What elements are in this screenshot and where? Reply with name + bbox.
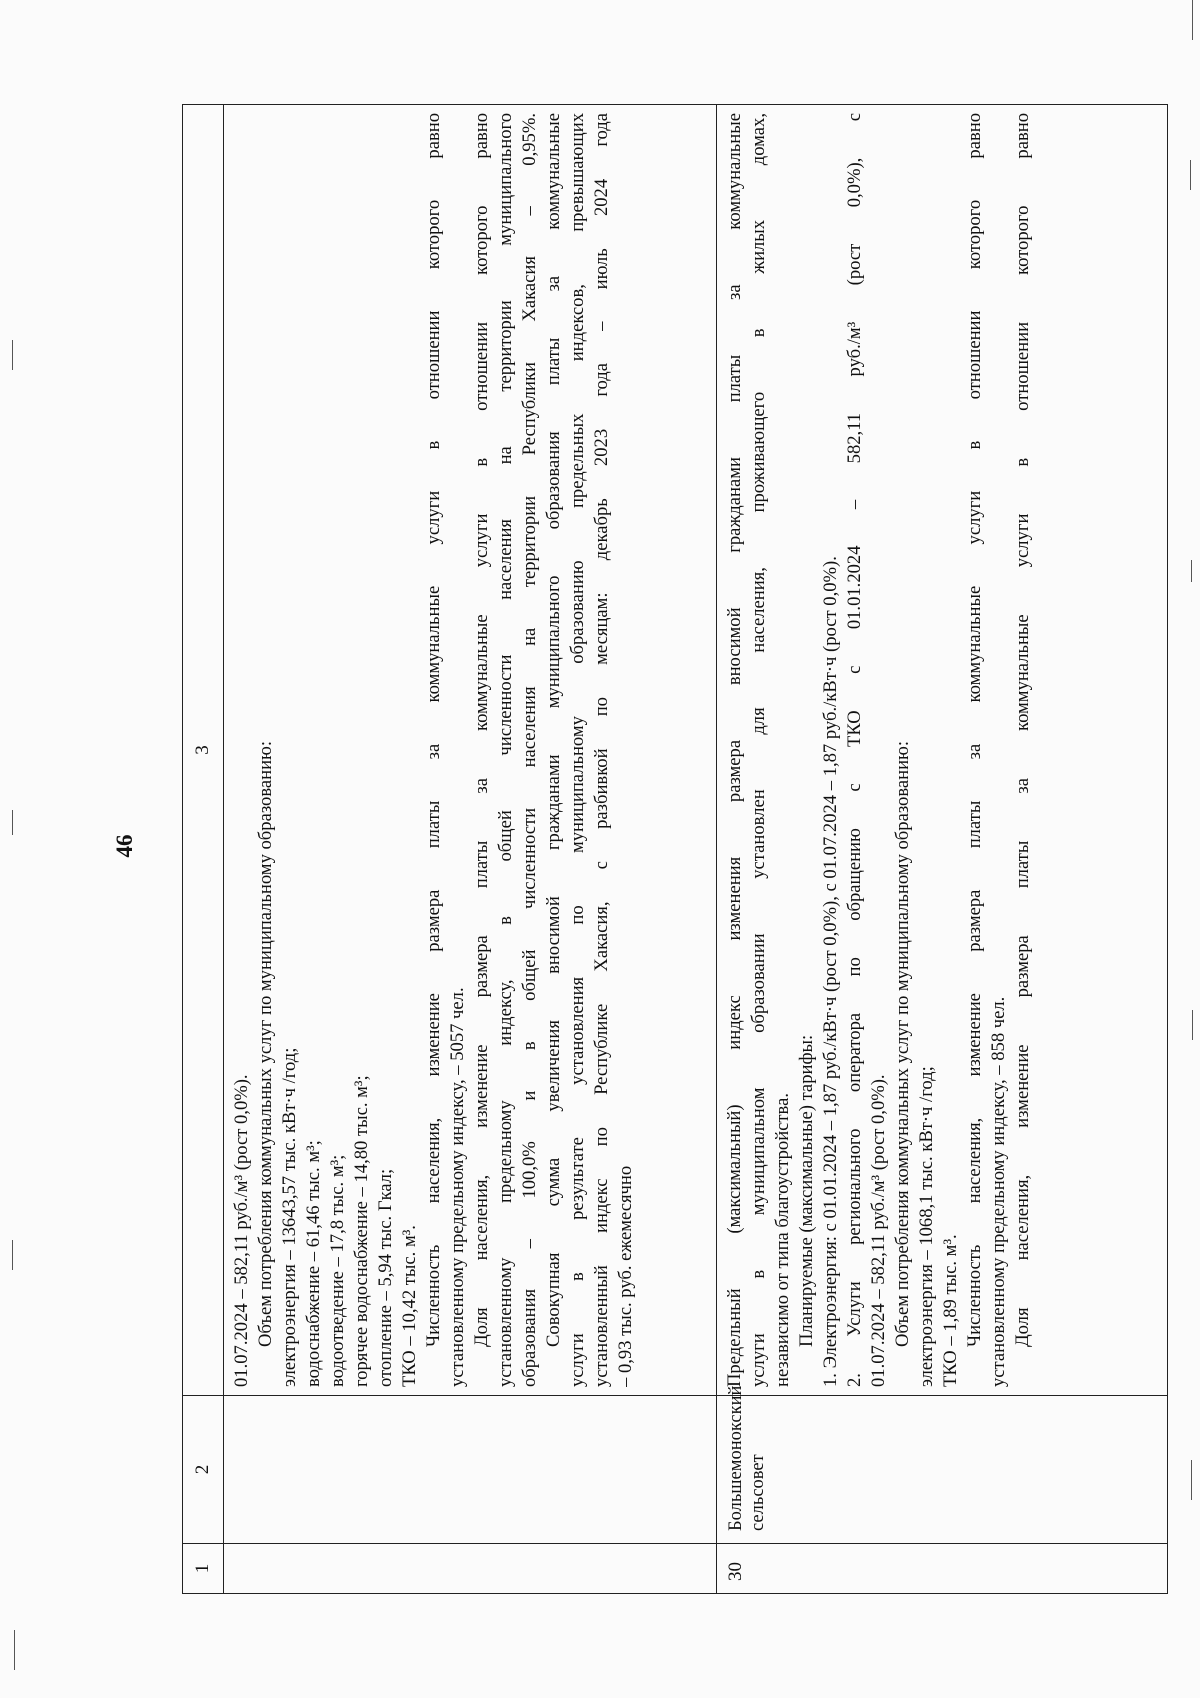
- table-row: [224, 105, 717, 1594]
- text-line: Доля населения, изменение размера платы за коммунальные услуги в отношении которого равно: [471, 113, 492, 1347]
- text-line: – 0,93 тыс. руб. ежемесячно: [615, 1165, 636, 1387]
- text-line: электроэнергия – 13643,57 тыс. кВт·ч /год;: [279, 1047, 300, 1387]
- text-line: Численность населения, изменение размера платы за коммунальные услуги в отношении которого равно: [423, 113, 444, 1347]
- row1-number-cell: [224, 1544, 717, 1594]
- row2-number-cell: 30: [717, 1544, 1168, 1594]
- header-col-1: 1: [183, 1544, 224, 1594]
- text-line: Объем потребления коммунальных услуг по муниципальному образованию:: [255, 740, 276, 1347]
- text-line: горячее водоснабжение – 14,80 тыс. м³;: [351, 1075, 372, 1387]
- row1-description-cell: [224, 105, 717, 1396]
- text-line: 01.07.2024 – 582,11 руб./м³ (рост 0,0%).: [231, 1074, 252, 1387]
- text-line: 01.07.2024 – 582,11 руб./м³ (рост 0,0%).: [868, 1074, 889, 1387]
- text-line: установленному предельному индексу, – 5057 чел.: [447, 987, 468, 1387]
- header-col-3: 3: [183, 105, 224, 1396]
- header-col-2: 2: [183, 1396, 224, 1544]
- text-line: 2. Услуги регионального оператора по обращению с ТКО с 01.01.2024 – 582,11 руб./м³ (рост 0,0%), с: [844, 113, 865, 1387]
- text-line: электроэнергия – 1068,1 тыс. кВт·ч /год;: [916, 1066, 937, 1387]
- text-line: водоснабжение – 61,46 тыс. м³;: [303, 1140, 324, 1387]
- text-line: Объем потребления коммунальных услуг по муниципальному образованию:: [892, 740, 913, 1347]
- table-header-row: [183, 105, 224, 1594]
- text-line: Совокупная сумма увеличения вносимой гражданами муниципального образования платы за коммунальные: [543, 113, 564, 1347]
- text-line: Планируемые (максимальные) тарифы:: [796, 1034, 817, 1347]
- text-line: Предельный (максимальный) индекс изменения размера вносимой гражданами платы за коммунальные: [724, 113, 745, 1387]
- text-line: установленному предельному индексу, в общей численности населения на территории муниципального: [495, 113, 516, 1387]
- text-line: Численность населения, изменение размера платы за коммунальные услуги в отношении которого равно: [964, 113, 985, 1347]
- text-line: отопление – 5,94 тыс. Гкал;: [375, 1168, 396, 1387]
- row2-name-cell: Большемонокский сельсовет: [717, 1396, 1168, 1544]
- page-number: 46: [112, 834, 137, 858]
- text-line: установленному предельному индексу, – 858 чел.: [988, 996, 1009, 1387]
- text-line: 1. Электроэнергия: с 01.01.2024 – 1,87 руб./кВт·ч (рост 0,0%), с 01.07.2024 – 1,87 руб./кВт·ч (рост 0,0%).: [820, 556, 841, 1387]
- document-table: [182, 104, 1168, 1594]
- text-line: Доля населения, изменение размера платы за коммунальные услуги в отношении которого равно: [1012, 113, 1033, 1347]
- text-line: услуги в муниципальном образовании установлен для населения, проживающего в жилых домах,: [748, 113, 769, 1387]
- text-line: ТКО – 10,42 тыс. м³.: [399, 1225, 420, 1387]
- row1-name-cell: [224, 1396, 717, 1544]
- text-line: ТКО – 1,89 тыс. м³.: [940, 1234, 961, 1387]
- row2-description-cell: [717, 105, 1168, 1396]
- text-line: образования – 100,0% и в общей численности населения на территории Республики Хакасия – 0,95%.: [519, 113, 540, 1387]
- text-line: независимо от типа благоустройства.: [772, 1093, 793, 1387]
- table-row: [717, 105, 1168, 1594]
- text-line: водоотведение – 17,8 тыс. м³;: [327, 1154, 348, 1387]
- text-line: услуги в результате установления по муниципальному образованию предельных индексов, превышающих: [567, 113, 588, 1387]
- text-line: установленный индекс по Республике Хакасия, с разбивкой по месяцам: декабрь 2023 года – июль 2024 года: [591, 113, 612, 1387]
